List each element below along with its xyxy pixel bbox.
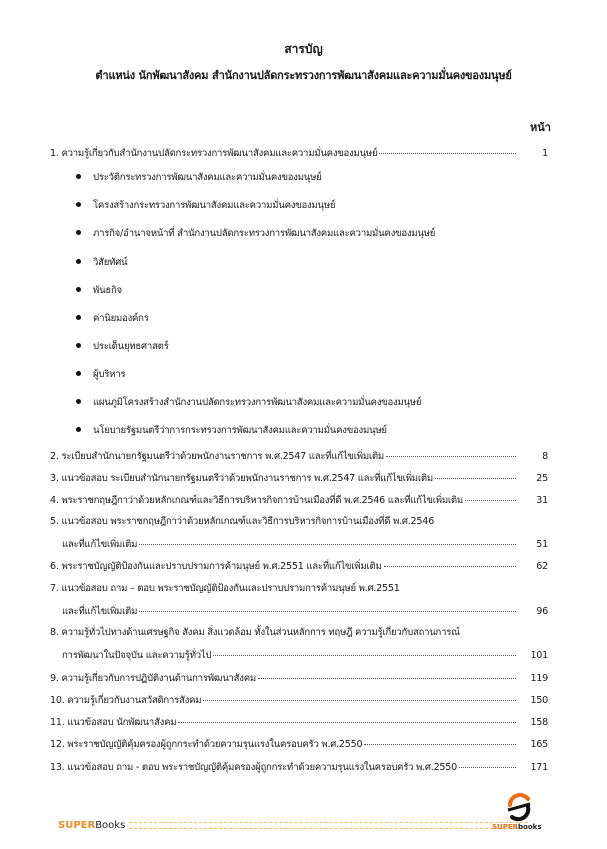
bullet-icon	[76, 399, 81, 404]
page-column-header: หน้า	[530, 121, 551, 134]
toc-entry-9[interactable]: 9. ความรู้เกี่ยวกับการปฏิบัติงานด้านการพัฒนาสังคม 119	[50, 671, 550, 685]
page-number: 150	[530, 695, 548, 706]
toc-title: สารบัญ	[284, 42, 323, 56]
bullet-icon	[76, 427, 81, 432]
bullet-item[interactable]: ผู้บริหาร	[76, 368, 125, 381]
leader-dots	[384, 557, 516, 567]
page-number: 119	[530, 673, 548, 684]
page-footer	[58, 818, 528, 832]
bullet-item[interactable]: โครงสร้างกระทรวงการพัฒนาสังคมและความมั่นคงของมนุษย์	[76, 199, 335, 212]
leader-dots	[213, 646, 516, 656]
bullet-icon	[76, 371, 81, 376]
toc-subtitle: ตำแหน่ง นักพัฒนาสังคม สำนักงานปลัดกระทรวงการพัฒนาสังคมและความมั่นคงของมนุษย์	[95, 69, 512, 82]
page-number: 51	[536, 539, 548, 550]
bullet-icon	[76, 202, 81, 207]
bullet-item[interactable]: ภารกิจ/อำนาจหน้าที่ สำนักงานปลัดกระทรวงการพัฒนาสังคมและความมั่นคงของมนุษย์	[76, 227, 435, 240]
bullet-item[interactable]: แผนภูมิโครงสร้างสำนักงานปลัดกระทรวงการพัฒนาสังคมและความมั่นคงของมนุษย์	[76, 396, 421, 409]
bullet-icon	[76, 315, 81, 320]
leader-dots	[379, 144, 516, 154]
swirl-logo-icon	[504, 793, 534, 823]
bullet-icon	[76, 174, 81, 179]
leader-dots	[386, 447, 516, 457]
logo-wordmark: SUPERbooks	[492, 823, 542, 831]
superbooks-logo	[490, 793, 550, 838]
bullet-item[interactable]: วิสัยทัศน์	[76, 256, 127, 269]
leader-dots	[364, 735, 516, 745]
leader-dots	[258, 669, 516, 679]
toc-entry-10[interactable]: 10. ความรู้เกี่ยวกับงานสวัสดิการสังคม 150	[50, 693, 550, 707]
bullet-icon	[76, 343, 81, 348]
toc-entry-8[interactable]: 8. ความรู้ทั่วไปทางด้านเศรษฐกิจ สังคม สิ่งแวดล้อม ทั้งในส่วนหลักการ ทฤษฎี ความรู้เกี่ยวกับสถานการณ์ การพัฒนาในปัจจุบัน และความรู้ทั่วไป 101	[50, 627, 548, 661]
toc-entry-6[interactable]: 6. พระราชบัญญัติป้องกันและปราบปรามการค้ามนุษย์ พ.ศ.2551 และที่แก้ไขเพิ่มเติม 62	[50, 559, 550, 573]
page-number: 8	[542, 451, 548, 462]
bullet-icon	[76, 230, 81, 235]
footer-brand-super: SUPER	[58, 819, 96, 831]
leader-dots	[178, 713, 516, 723]
page-number: 1	[542, 148, 548, 159]
bullet-item[interactable]: พันธกิจ	[76, 284, 122, 297]
bullet-icon	[76, 287, 81, 292]
page-number: 31	[536, 495, 548, 506]
leader-dots	[139, 535, 516, 545]
page-number: 171	[530, 762, 548, 773]
bullet-item[interactable]: ค่านิยมองค์กร	[76, 312, 149, 325]
toc-entry-4[interactable]: 4. พระราชกฤษฎีกาว่าด้วยหลักเกณฑ์และวิธีการบริหารกิจการบ้านเมืองที่ดี พ.ศ.2546 และที่แก้ไขเพิ่มเติม 31	[50, 493, 550, 507]
toc-entry-5[interactable]: 5. แนวข้อสอบ พระราชกฤษฎีกาว่าด้วยหลักเกณฑ์และวิธีการบริหารกิจการบ้านเมืองที่ดี พ.ศ.2546 และที่แก้ไขเพิ่มเติม 51	[50, 516, 548, 550]
toc-entry-3[interactable]: 3. แนวข้อสอบ ระเบียบสำนักนายกรัฐมนตรีว่าด้วยพนักงานราชการ พ.ศ.2547 และที่แก้ไขเพิ่มเติม 25	[50, 471, 550, 485]
page-number: 158	[530, 717, 548, 728]
footer-brand-books: Books	[95, 819, 126, 831]
toc-entry-2[interactable]: 2. ระเบียบสำนักนายกรัฐมนตรีว่าด้วยพนักงานราชการ พ.ศ.2547 และที่แก้ไขเพิ่มเติม 8	[50, 449, 550, 463]
leader-dots	[203, 691, 516, 701]
leader-dots	[459, 758, 516, 768]
toc-entry-11[interactable]: 11. แนวข้อสอบ นักพัฒนาสังคม 158	[50, 715, 550, 729]
footer-divider	[129, 822, 528, 829]
toc-entry-13[interactable]: 13. แนวข้อสอบ ถาม - ตอบ พระราชบัญญัติคุ้มครองผู้ถูกกระทำด้วยความรุนแรงในครอบครัว พ.ศ.2550 171	[50, 760, 550, 774]
toc-entry-1[interactable]: 1. ความรู้เกี่ยวกับสำนักงานปลัดกระทรวงการพัฒนาสังคมและความมั่นคงของมนุษย์ 1	[50, 146, 550, 160]
toc-entry-7[interactable]: 7. แนวข้อสอบ ถาม – ตอบ พระราชบัญญัติป้องกันและปราบปรามการค้ามนุษย์ พ.ศ.2551 และที่แก้ไขเพิ่มเติม 96	[50, 583, 548, 617]
leader-dots	[435, 469, 516, 479]
page-number: 25	[536, 473, 548, 484]
page-number: 96	[536, 606, 548, 617]
leader-dots	[139, 602, 516, 612]
page-number: 101	[530, 650, 548, 661]
bullet-item[interactable]: ประวัติกระทรวงการพัฒนาสังคมและความมั่นคงของมนุษย์	[76, 171, 322, 184]
leader-dots	[465, 491, 516, 501]
page-number: 165	[530, 739, 548, 750]
toc-entry-12[interactable]: 12. พระราชบัญญัติคุ้มครองผู้ถูกกระทำด้วยความรุนแรงในครอบครัว พ.ศ.2550 165	[50, 737, 550, 751]
bullet-item[interactable]: นโยบายรัฐมนตรีว่าการกระทรวงการพัฒนาสังคมและความมั่นคงของมนุษย์	[76, 424, 387, 437]
page-number: 62	[536, 561, 548, 572]
bullet-item[interactable]: ประเด็นยุทธศาสตร์	[76, 340, 168, 353]
bullet-icon	[76, 259, 81, 264]
